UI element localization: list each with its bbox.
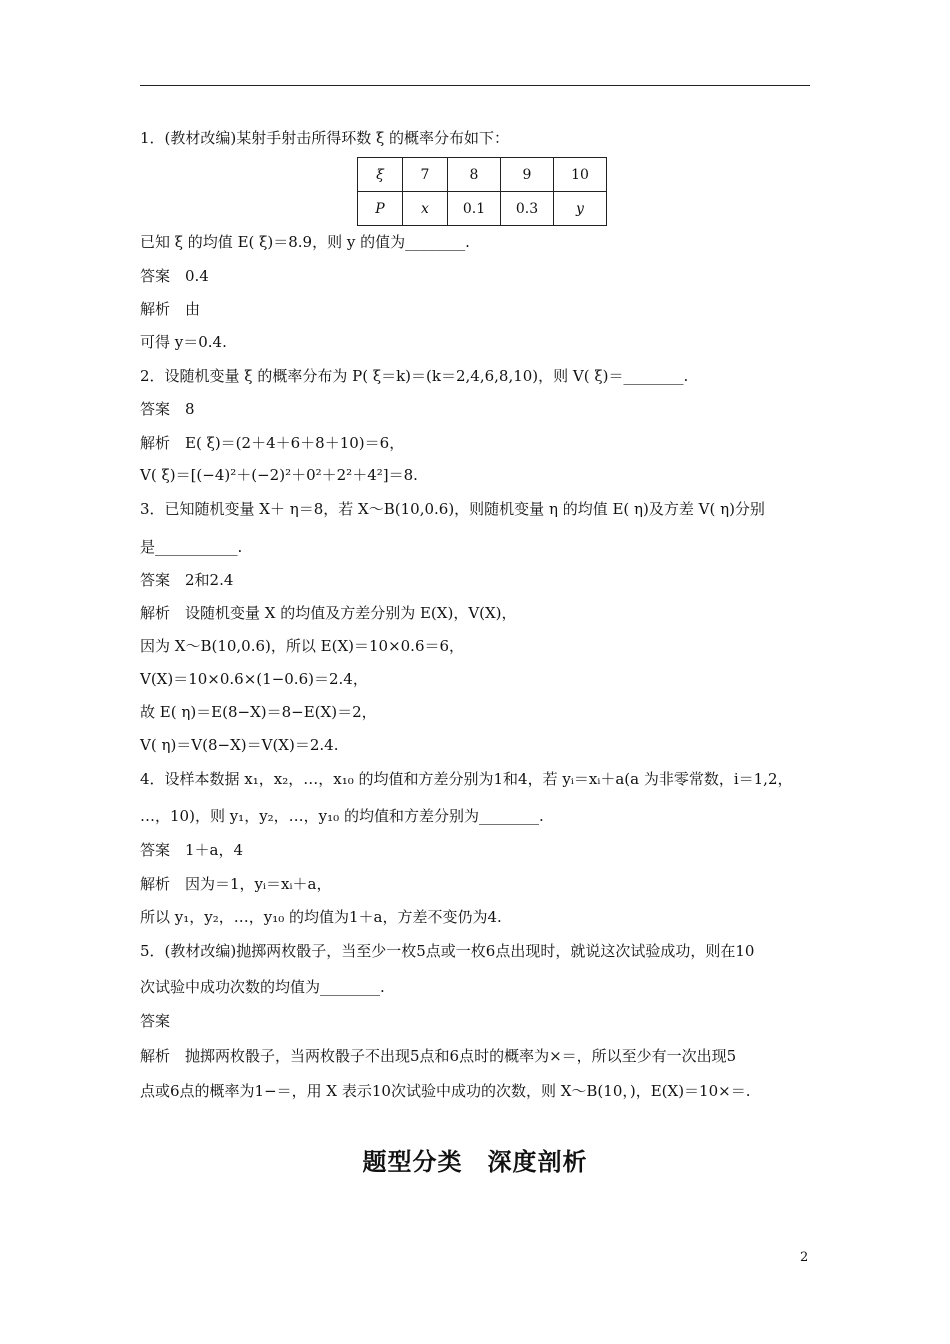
solution-line: 解析 抛掷两枚骰子，当两枚骰子不出现5点和6点时的概率为×＝，所以至少有一次出现5 <box>140 1047 737 1065</box>
table-row <box>358 158 607 192</box>
problem-5-stem-cont: 次试验中成功次数的均值为________. <box>140 978 385 996</box>
answer-line: 答案 0.4 <box>140 267 209 285</box>
solution-line: 可得 y＝0.4. <box>140 333 227 351</box>
solution-line: 因为 X～B(10,0.6)，所以 E(X)＝10×0.6＝6， <box>140 637 465 655</box>
solution-line: 解析 E( ξ)＝(2＋4＋6＋8＋10)＝6， <box>140 434 405 452</box>
problem-2-stem: 2．设随机变量 ξ 的概率分布为 P( ξ＝k)＝(k＝2,4,6,8,10)，则 V( ξ)＝________. <box>140 367 689 385</box>
problem-4-stem-cont: …，10)，则 y₁，y₂，…，y₁₀ 的均值和方差分别为________. <box>140 807 544 825</box>
table-cell: y <box>554 192 607 226</box>
problem-4-stem: 4．设样本数据 x₁，x₂，…，x₁₀ 的均值和方差分别为1和4，若 yᵢ＝xᵢ＋a(a 为非零常数，i＝1,2， <box>140 770 793 788</box>
solution-line: 所以 y₁，y₂，…，y₁₀ 的均值为1＋a，方差不变仍为4. <box>140 908 502 926</box>
table-cell: 9 <box>501 158 554 192</box>
table-cell: x <box>403 192 448 226</box>
table-cell: 8 <box>448 158 501 192</box>
answer-line: 答案 1＋a，4 <box>140 841 244 859</box>
answer-line: 答案 <box>140 1012 171 1030</box>
header-rule <box>140 85 810 86</box>
page-number: 2 <box>800 1250 809 1265</box>
table-cell: 7 <box>403 158 448 192</box>
answer-line: 答案 8 <box>140 400 195 418</box>
solution-line: 解析 因为＝1，yᵢ＝xᵢ＋a， <box>140 875 332 893</box>
table-cell: 0.3 <box>501 192 554 226</box>
problem-1-question: 已知 ξ 的均值 E( ξ)＝8.9，则 y 的值为________. <box>140 233 470 251</box>
problem-3-stem-cont: 是___________. <box>140 538 243 556</box>
solution-line: 点或6点的概率为1−＝，用 X 表示10次试验中成功的次数，则 X～B(10，)，E(X)＝10×＝. <box>140 1082 751 1100</box>
solution-line: 故 E( η)＝E(8−X)＝8−E(X)＝2， <box>140 703 377 721</box>
solution-line: V( ξ)＝[(−4)²＋(−2)²＋0²＋2²＋4²]＝8. <box>140 466 418 484</box>
solution-line: V(X)＝10×0.6×(1−0.6)＝2.4， <box>140 670 368 688</box>
table-cell: ξ <box>358 158 403 192</box>
solution-line: 解析 设随机变量 X 的均值及方差分别为 E(X)，V(X)， <box>140 604 517 622</box>
section-heading: 题型分类 深度剖析 <box>362 1148 588 1176</box>
table-row <box>358 192 607 226</box>
table-cell: 10 <box>554 158 607 192</box>
solution-line: 解析 由 <box>140 300 201 318</box>
solution-line: V( η)＝V(8−X)＝V(X)＝2.4. <box>140 736 339 754</box>
table-cell: P <box>358 192 403 226</box>
problem-5-stem: 5．(教材改编)抛掷两枚骰子，当至少一枚5点或一枚6点出现时，就说这次试验成功，则在10 <box>140 942 755 960</box>
problem-1-stem: 1．(教材改编)某射手射击所得环数 ξ 的概率分布如下： <box>140 129 510 147</box>
problem-3-stem: 3．已知随机变量 X＋ η＝8，若 X～B(10,0.6)，则随机变量 η 的均值 E( η)及方差 V( η)分别 <box>140 500 765 518</box>
table-cell: 0.1 <box>448 192 501 226</box>
answer-line: 答案 2和2.4 <box>140 571 234 589</box>
probability-table <box>357 157 607 226</box>
